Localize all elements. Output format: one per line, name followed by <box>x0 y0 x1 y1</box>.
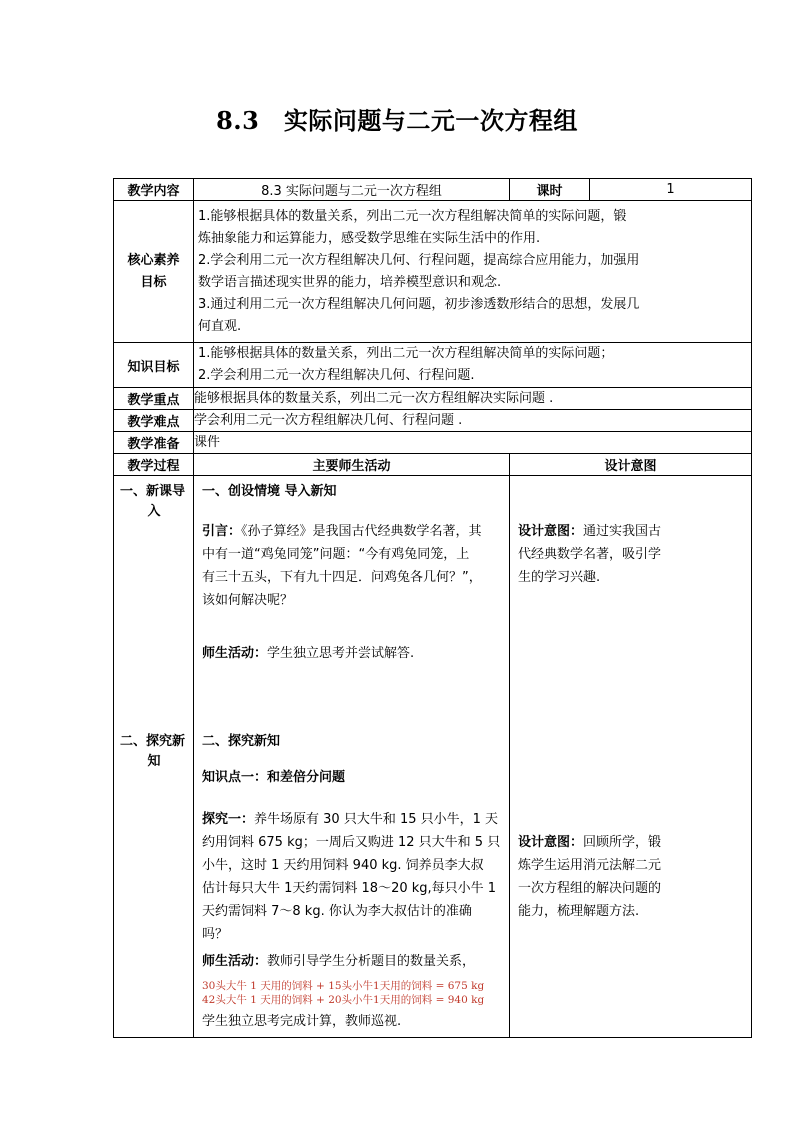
stage-1-line2: 入 <box>147 504 161 519</box>
key-label: 教学重点 <box>114 388 194 410</box>
knowledge-label: 知识目标 <box>114 343 194 388</box>
hours-label: 课时 <box>510 179 590 201</box>
section-heading-2: 二、探究新知 <box>202 734 281 749</box>
intro-text: 有三十五头，下有九十四足．问鸡兔各几何？”， <box>202 570 482 585</box>
process-header-col2: 主要师生活动 <box>194 454 510 476</box>
intent-1-text: 生的学习兴趣. <box>518 570 601 585</box>
intent-1-text: 通过实我国古 <box>583 524 662 539</box>
knowledge-line: 2.学会利用二元一次方程组解决几何、行程问题. <box>198 368 475 383</box>
row-difficult <box>114 410 752 432</box>
intent-2-text: 一次方程组的解决问题的 <box>518 881 662 896</box>
process-intent-cell <box>510 476 752 1038</box>
row-content <box>114 179 752 201</box>
activity-2-tail: 学生独立思考完成计算，教师巡视. <box>202 1014 402 1029</box>
core-line: 3.通过利用二元一次方程组解决几何问题，初步渗透数形结合的思想，发展几 <box>198 296 640 312</box>
activity-2-label: 师生活动： <box>202 954 268 969</box>
activity-1 <box>202 644 414 664</box>
row-key <box>114 388 752 410</box>
core-content <box>194 201 752 343</box>
key-value: 能够根据具体的数量关系，列出二元一次方程组解决实际问题 . <box>194 388 752 410</box>
activity-1-label: 师生活动： <box>202 646 268 661</box>
intro-label: 引言： <box>202 524 242 539</box>
explore-text: 约用饲料 675 kg；一周后又购进 12 只大牛和 5 只 <box>202 835 501 850</box>
explore-text: 养牛场原有 30 只大牛和 15 只小牛，1 天 <box>254 812 499 827</box>
intent-2-text: 能力，梳理解题方法. <box>518 904 640 919</box>
intent-2 <box>518 831 678 923</box>
hours-value: 1 <box>590 179 752 201</box>
intent-1 <box>518 520 678 589</box>
intent-1-label: 设计意图： <box>518 524 584 539</box>
difficult-value: 学会利用二元一次方程组解决几何、行程问题 . <box>194 410 752 432</box>
intro-text: 中有一道“鸡兔同笼”问题：“今有鸡兔同笼，上 <box>202 547 470 562</box>
difficult-label: 教学难点 <box>114 410 194 432</box>
stage-2-line1: 二、探究新 <box>120 734 186 749</box>
row-knowledge <box>114 343 752 388</box>
explore-paragraph <box>202 808 504 946</box>
intent-2-label: 设计意图： <box>518 835 584 850</box>
intro-text: 《孙子算经》是我国古代经典数学名著，其 <box>241 524 482 539</box>
process-stage-cell <box>114 476 194 1038</box>
intent-2-text: 炼学生运用消元法解二元 <box>518 858 662 873</box>
row-prep <box>114 432 752 454</box>
intro-text: 该如何解决呢？ <box>202 593 294 608</box>
knowledge-line: 1.能够根据具体的数量关系，列出二元一次方程组解决简单的实际问题； <box>198 346 614 361</box>
equation-2: 42头大牛 1 天用的饲料 + 20头小牛1天用的饲料 = 940 kg <box>202 994 485 1006</box>
core-line: 2.学会利用二元一次方程组解决几何、行程问题，提高综合应用能力，加强用 <box>198 252 640 268</box>
content-value: 8.3 实际问题与二元一次方程组 <box>194 179 510 201</box>
stage-1-line1: 一、新课导 <box>120 484 186 499</box>
intro-paragraph <box>202 520 504 612</box>
intent-1-text: 代经典数学名著，吸引学 <box>518 547 662 562</box>
core-line: 何直观. <box>198 318 242 334</box>
knowledge-point-1: 知识点一：和差倍分问题 <box>202 770 346 785</box>
section-heading-1: 一、创设情境 导入新知 <box>202 484 337 499</box>
explore-text: 小牛，这时 1 天约用饲料 940 kg. 饲养员李大叔 <box>202 858 484 873</box>
core-label <box>114 201 194 343</box>
intent-2-text: 回顾所学，锻 <box>583 835 662 850</box>
activity-1-text: 学生独立思考并尝试解答. <box>267 646 415 661</box>
prep-label: 教学准备 <box>114 432 194 454</box>
row-process <box>114 476 752 1038</box>
process-header-col1: 教学过程 <box>114 454 194 476</box>
equation-1: 30头大牛 1 天用的饲料 + 15头小牛1天用的饲料 = 675 kg <box>202 980 485 992</box>
process-header-col3: 设计意图 <box>510 454 752 476</box>
page-title: 8.3 实际问题与二元一次方程组 <box>216 106 578 135</box>
core-line: 1.能够根据具体的数量关系，列出二元一次方程组解决简单的实际问题，锻 <box>198 208 627 224</box>
core-label-line2: 目标 <box>140 274 167 290</box>
core-line: 炼抽象能力和运算能力，感受数学思维在实际生活中的作用. <box>198 230 541 246</box>
core-line: 数学语言描述现实世界的能力，培养模型意识和观念. <box>198 274 502 290</box>
stage-2-line2: 知 <box>147 754 161 769</box>
activity-2-text: 教师引导学生分析题目的数量关系， <box>267 954 476 969</box>
knowledge-content <box>194 343 752 388</box>
row-core <box>114 201 752 343</box>
explore-label: 探究一： <box>202 812 255 827</box>
row-process-header <box>114 454 752 476</box>
explore-text: 吗？ <box>202 927 229 942</box>
lesson-plan-table <box>113 178 752 1038</box>
explore-text: 估计每只大牛 1天约需饲料 18～20 kg,每只小牛 1 <box>202 881 497 896</box>
core-label-line1: 核心素养 <box>127 252 180 268</box>
content-label: 教学内容 <box>114 179 194 201</box>
prep-value: 课件 <box>194 432 752 454</box>
process-activity-cell <box>194 476 510 1038</box>
activity-2 <box>202 952 475 972</box>
explore-text: 天约需饲料 7～8 kg. 你认为李大叔估计的准确 <box>202 904 472 919</box>
